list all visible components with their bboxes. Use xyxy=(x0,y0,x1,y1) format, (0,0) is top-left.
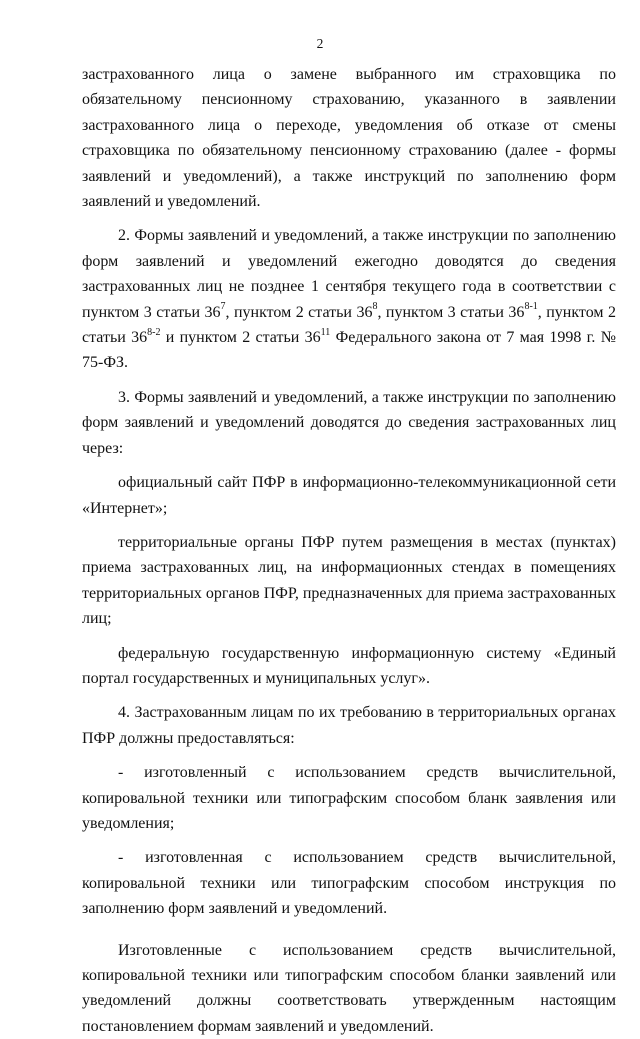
paragraph-territorial-bodies: территориальные органы ПФР путем размещения в местах (пунктах) приема застрахованных лиц, на информационных стендах в помещениях территориальных органов ПФР, предназначенных для приема застрахованных лиц; xyxy=(82,533,616,628)
paragraph-item-2: 2. Формы заявлений и уведомлений, а также инструкции по заполнению форм заявлений и уведомлений ежегодно доводятся до сведения застрахованных лиц не позднее 1 сентября текущего года в соответствии с пунктом 3 статьи $36^7$, пунктом 2 статьи $36^8$, пунктом 3 статьи 36$^{8-1}$, пунктом 2 статьи 36$^{8-2}$ и пунктом 2 статьи $36^{11}$ Федерального закона от 7 мая 1998 г. № 75-ФЗ. xyxy=(82,227,616,372)
paragraph-forms-compliance: Изготовленные с использованием средств вычислительной, копировальной техники или типографским способом бланки заявлений или уведомлений должны соответствовать утвержденным настоящим постановлением формам заявлений и уведомлений. xyxy=(82,941,616,1035)
paragraph-item-4: 4. Застрахованным лицам по их требованию в территориальных органах ПФР должны предоставляться: xyxy=(82,704,616,747)
document-body xyxy=(82,62,616,1039)
paragraph-continuation: застрахованного лица о замене выбранного им страховщика по обязательному пенсионному страхованию, указанного в заявлении застрахованного лица о переходе, уведомления об отказе от смены страховщика по обязательному пенсионному страхованию (далее - формы заявлений и уведомлений), а также инструкций по заполнению форм заявлений и уведомлений. xyxy=(82,66,616,211)
paragraph-official-site: официальный сайт ПФР в информационно-телекоммуникационной сети «Интернет»; xyxy=(82,474,616,517)
paragraph-item-3: 3. Формы заявлений и уведомлений, а также инструкции по заполнению форм заявлений и уведомлений доводятся до сведения застрахованных лиц через: xyxy=(82,388,616,457)
page-number: 2 xyxy=(316,36,324,51)
paragraph-blank-form: - изготовленный с использованием средств вычислительной, копировальной техники или типографским способом бланк заявления или уведомления; xyxy=(82,764,616,832)
paragraph-unified-portal: федеральную государственную информационную систему «Единый портал государственных и муниципальных услуг». xyxy=(82,644,616,687)
paragraph-instruction: - изготовленная с использованием средств вычислительной, копировальной техники или типографским способом инструкция по заполнению форм заявлений и уведомлений. xyxy=(82,849,616,918)
